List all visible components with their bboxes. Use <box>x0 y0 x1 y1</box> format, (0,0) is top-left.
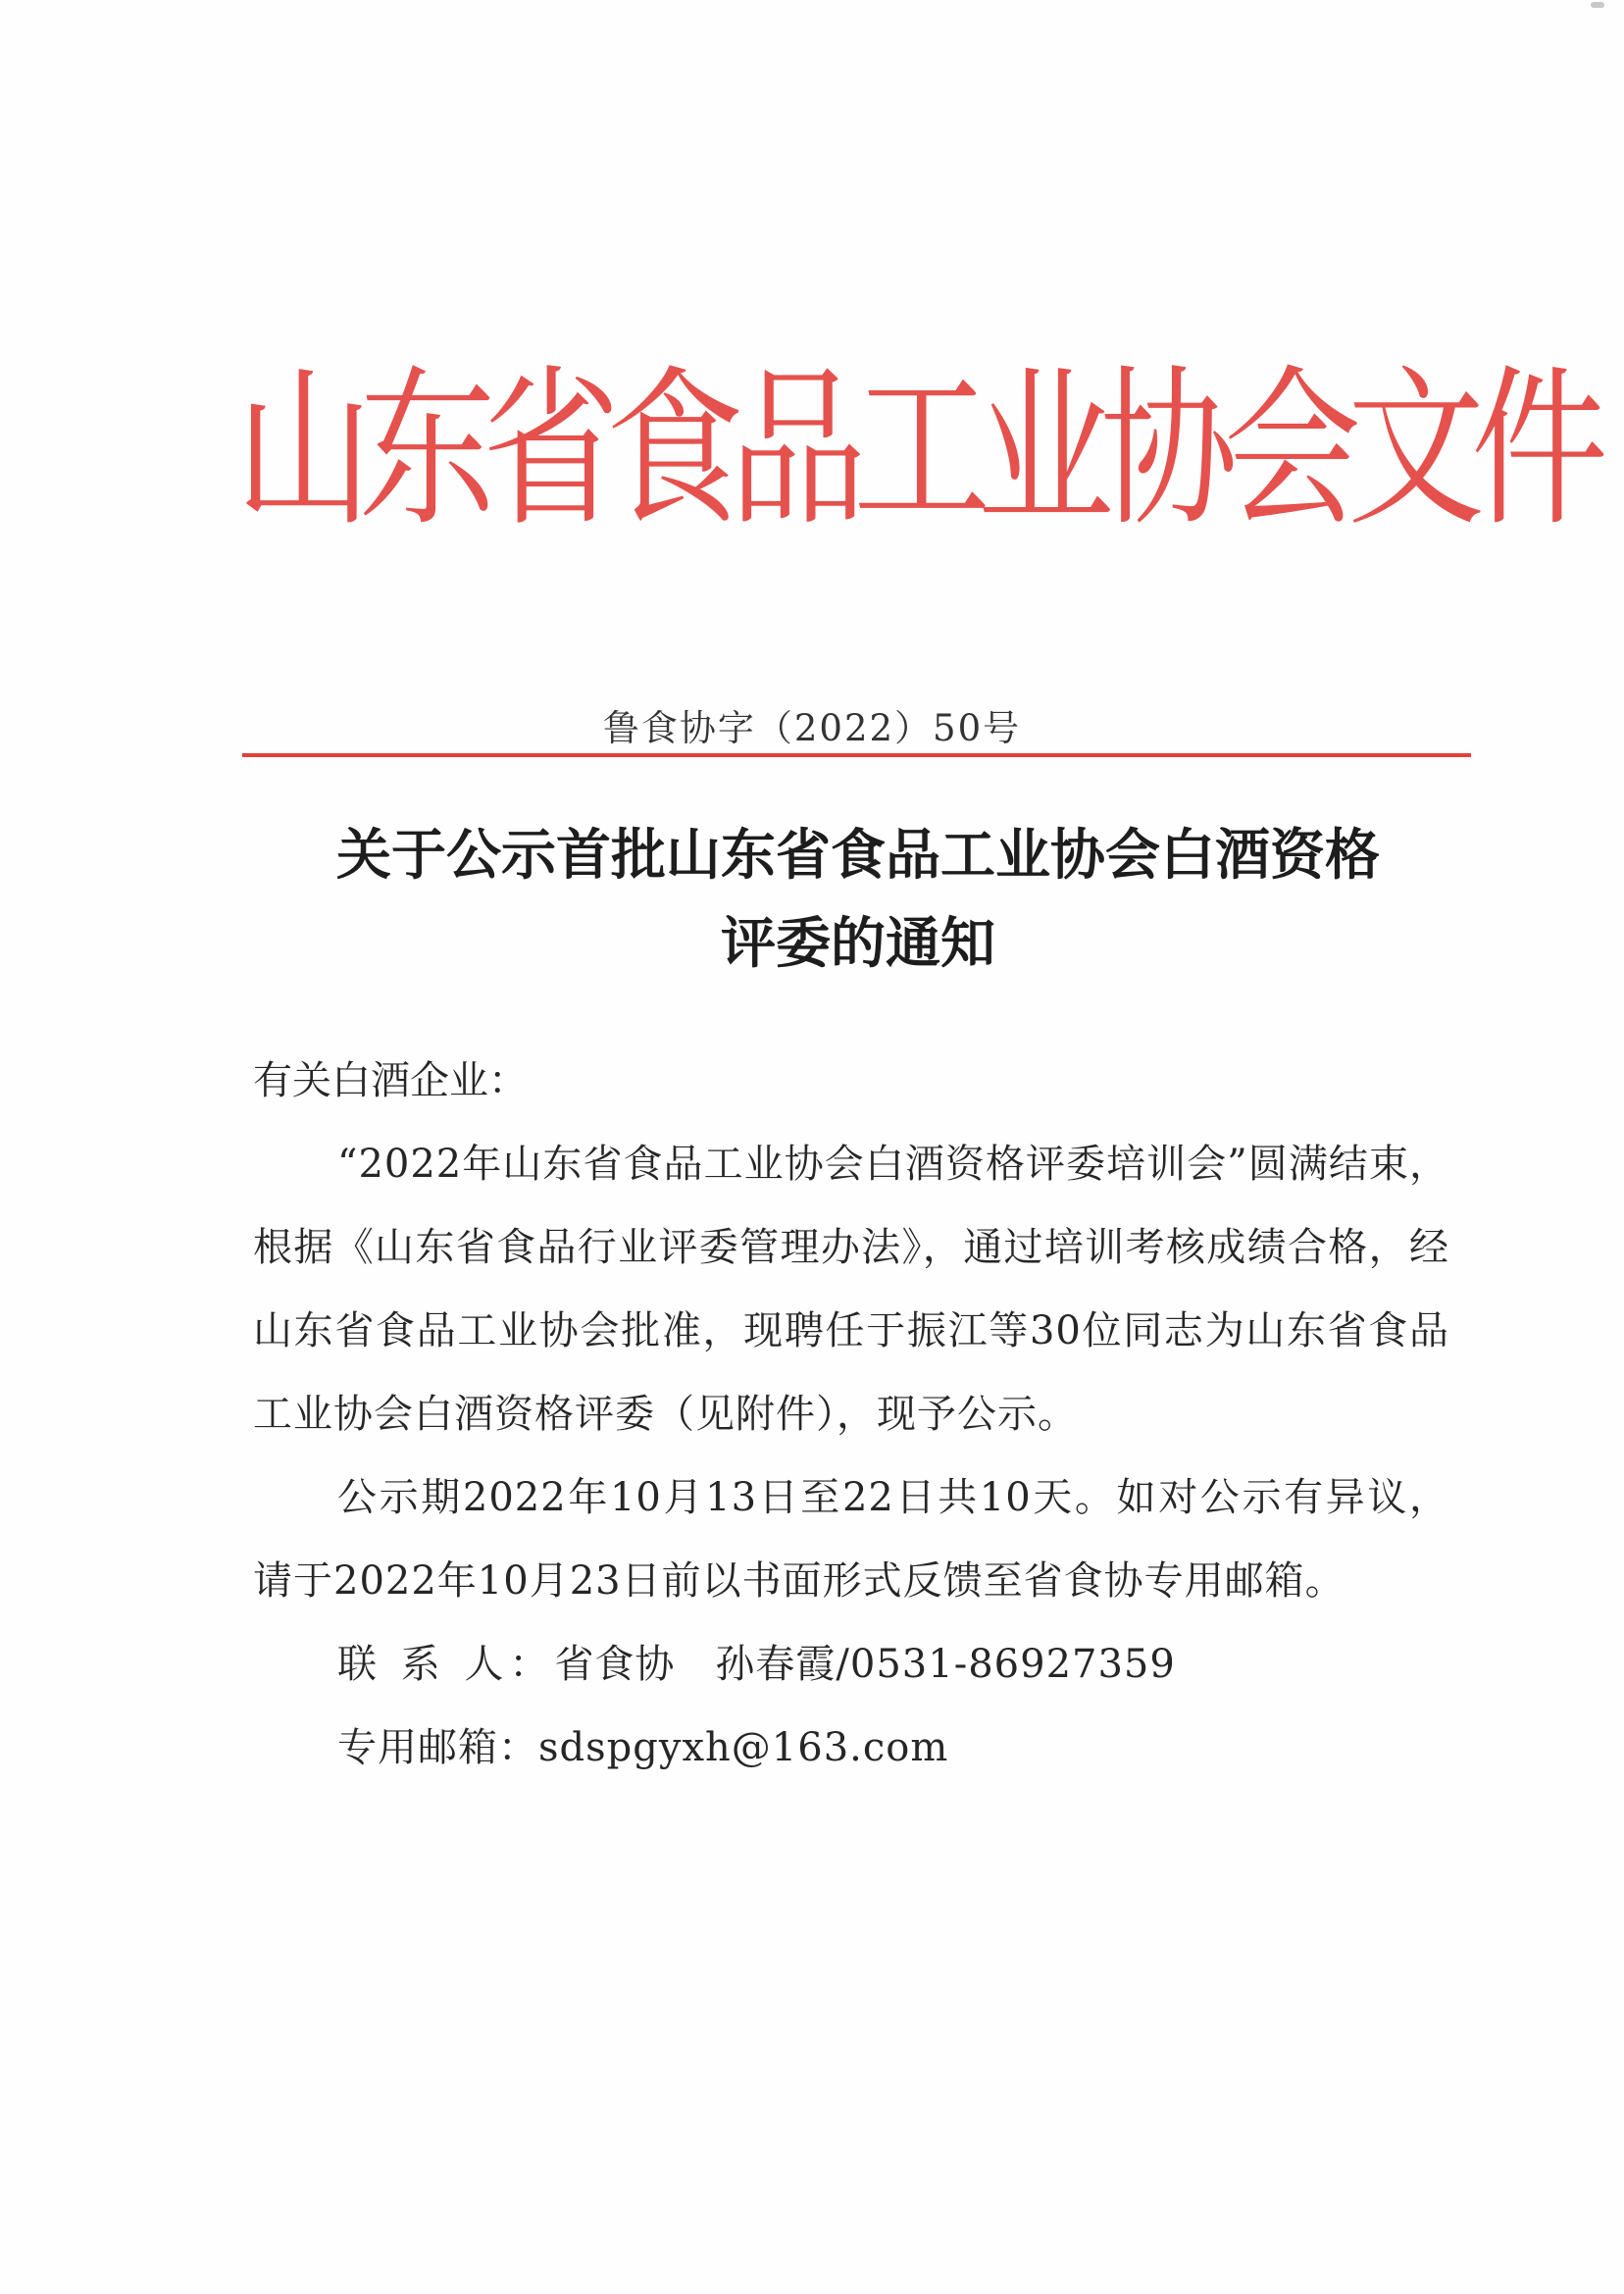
masthead-char: 件 <box>1471 350 1609 551</box>
notice-title-line-2: 评委的通知 <box>721 912 995 976</box>
contact-person-line <box>253 1623 1449 1707</box>
body-paragraph-2: 公示期2022年10月13日至22日共10天。如对公示有异议，请于2022年10月23日前以书面形式反馈至省食协专用邮箱。 <box>253 1475 1449 1604</box>
masthead-char: 协 <box>1100 350 1239 551</box>
salutation: 有关白酒企业： <box>253 1058 528 1103</box>
masthead-title <box>235 323 1609 581</box>
scan-mark <box>1591 2 1604 8</box>
masthead-char: 省 <box>482 350 621 551</box>
contact-email-label: 专用邮箱： <box>337 1725 538 1770</box>
notice-body <box>253 1040 1449 1790</box>
contact-person-value: 省食协 孙春霞/0531-86927359 <box>554 1642 1176 1687</box>
masthead-char: 文 <box>1347 350 1486 551</box>
red-divider-line <box>242 753 1471 757</box>
contact-email-value: sdspgyxh@163.com <box>538 1725 949 1770</box>
body-paragraph-1: “2022年山东省食品工业协会白酒资格评委培训会”圆满结束，根据《山东省食品行业评委管理办法》，通过培训考核成绩合格，经山东省食品工业协会批准，现聘任于振江等30位同志为山东省食品工业协会白酒资格评委（见附件），现予公示。 <box>253 1142 1449 1437</box>
contact-email-line <box>253 1707 1449 1790</box>
notice-title <box>245 812 1471 989</box>
notice-title-line-1: 关于公示首批山东省食品工业协会白酒资格 <box>336 824 1380 888</box>
masthead-char: 东 <box>359 350 497 551</box>
masthead-char: 品 <box>730 350 868 551</box>
masthead-char: 会 <box>1224 350 1362 551</box>
contact-person-label: 联 系 人： <box>337 1642 555 1687</box>
masthead-char: 山 <box>235 350 374 551</box>
masthead-char: 食 <box>606 350 744 551</box>
masthead-char: 工 <box>853 350 991 551</box>
document-number: 鲁食协字（2022）50号 <box>602 707 1022 749</box>
masthead-char: 业 <box>977 350 1115 551</box>
